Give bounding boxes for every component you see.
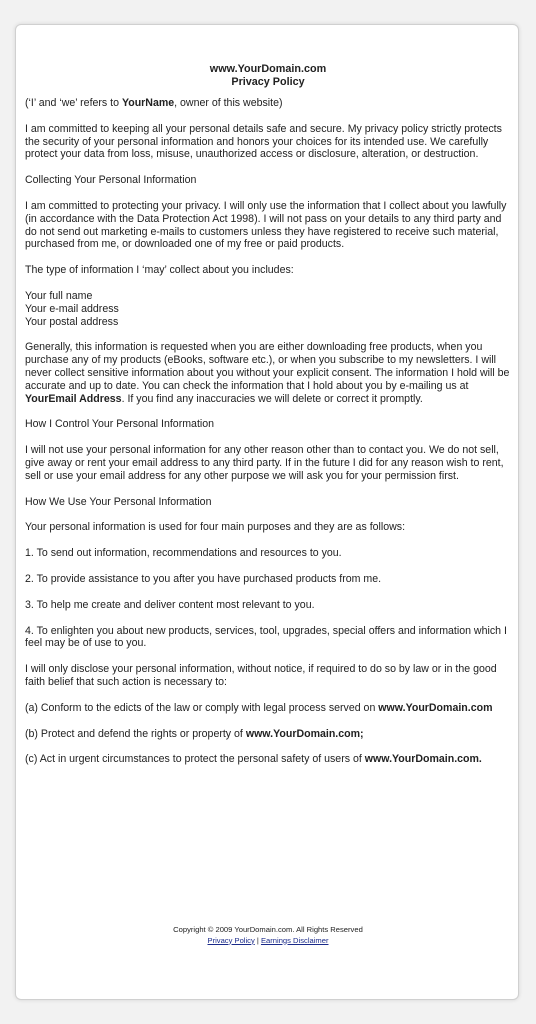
general-post: . If you find any inaccuracies we will delete or correct it promptly. bbox=[121, 392, 423, 405]
privacy-policy-link[interactable]: Privacy Policy bbox=[207, 935, 255, 945]
purpose-item: 2. To provide assistance to you after you have purchased products from me. bbox=[25, 572, 382, 585]
footer-separator: | bbox=[254, 935, 261, 945]
footer-links bbox=[16, 936, 520, 947]
domain-heading: www.YourDomain.com bbox=[209, 63, 327, 75]
use-heading: How We Use Your Personal Information bbox=[25, 495, 212, 508]
use-intro: Your personal information is used for four main purposes and they are as follows: bbox=[25, 521, 406, 534]
control-heading: How I Control Your Personal Information bbox=[25, 418, 215, 431]
clause-a bbox=[25, 702, 511, 715]
policy-heading: Privacy Policy bbox=[231, 76, 305, 88]
clause-c-text: (c) Act in urgent circumstances to protect the personal safety of users of bbox=[25, 753, 365, 766]
collecting-paragraph: I am committed to protecting your privacy. I will only use the information that I collect about you lawfully (in accordance with the Data Protection Act 1998). I will not pass on your details to any third party and do not send out marketing e-mails to customers unless they have registered to receive such material, purchased from me, or downloaded one of my free or paid products. bbox=[25, 199, 507, 251]
owner-name: YourName bbox=[121, 97, 175, 109]
intro-paragraph bbox=[25, 97, 511, 110]
earnings-disclaimer-link[interactable]: Earnings Disclaimer bbox=[260, 935, 329, 945]
page-panel bbox=[15, 24, 519, 1000]
list-item: Your postal address bbox=[25, 315, 119, 328]
policy-content bbox=[25, 63, 511, 779]
clause-a-domain: www.YourDomain.com bbox=[378, 701, 493, 714]
purpose-item: 1. To send out information, recommendations and resources to you. bbox=[25, 547, 342, 560]
page-title bbox=[25, 63, 511, 89]
commitment-paragraph: I am committed to keeping all your personal details safe and secure. My privacy policy strictly protects the security of your personal information and honors your choices for its intended use. We carefully protect your data from loss, misuse, unauthorized access or disclosure, alteration, or destruction. bbox=[25, 122, 502, 161]
control-paragraph: I will not use your personal information for any other reason other than to contact you. We do not sell, give away or rent your email address to any third party. If in the future I did for any reason wish to rent, sell or use your email address for any other purpose we will ask you for your permission first. bbox=[25, 444, 504, 482]
clause-a-text: (a) Conform to the edicts of the law or comply with legal process served on bbox=[25, 701, 379, 714]
clause-b-text: (b) Protect and defend the rights or property of bbox=[25, 727, 246, 740]
intro-post: , owner of this website) bbox=[174, 97, 283, 109]
disclose-paragraph: I will only disclose your personal information, without notice, if required to do so by law or in the good faith belief that such action is necessary to: bbox=[25, 663, 497, 688]
clause-c-domain: www.YourDomain.com. bbox=[364, 753, 482, 766]
general-pre: Generally, this information is requested when you are either downloading free products, when you purchase any of my products (eBooks, software etc.), or when you subscribe to my newsletters. I will never collect sensitive information about you without your explicit consent. The information I hold will be accurate and up to date. You can check the information that I hold about you by e-mailing us at bbox=[25, 341, 510, 392]
footer bbox=[16, 925, 520, 946]
intro-pre: (‘I’ and ‘we’ refers to bbox=[25, 97, 122, 109]
types-intro: The type of information I ‘may’ collect about you includes: bbox=[25, 264, 294, 277]
info-types-list bbox=[25, 290, 511, 328]
clause-b bbox=[25, 728, 511, 741]
clause-c bbox=[25, 753, 511, 766]
list-item: Your e-mail address bbox=[25, 302, 119, 315]
email-address: YourEmail Address bbox=[25, 392, 122, 405]
general-paragraph bbox=[25, 341, 511, 405]
collecting-heading: Collecting Your Personal Information bbox=[25, 174, 197, 187]
copyright-text: Copyright © 2009 YourDomain.com. All Rights Reserved bbox=[173, 925, 363, 934]
purpose-item: 3. To help me create and deliver content most relevant to you. bbox=[25, 598, 315, 611]
clause-b-domain: www.YourDomain.com; bbox=[245, 727, 364, 740]
purpose-item: 4. To enlighten you about new products, services, tool, upgrades, special offers and information which I feel may be of use to you. bbox=[25, 624, 507, 650]
list-item: Your full name bbox=[25, 289, 93, 302]
